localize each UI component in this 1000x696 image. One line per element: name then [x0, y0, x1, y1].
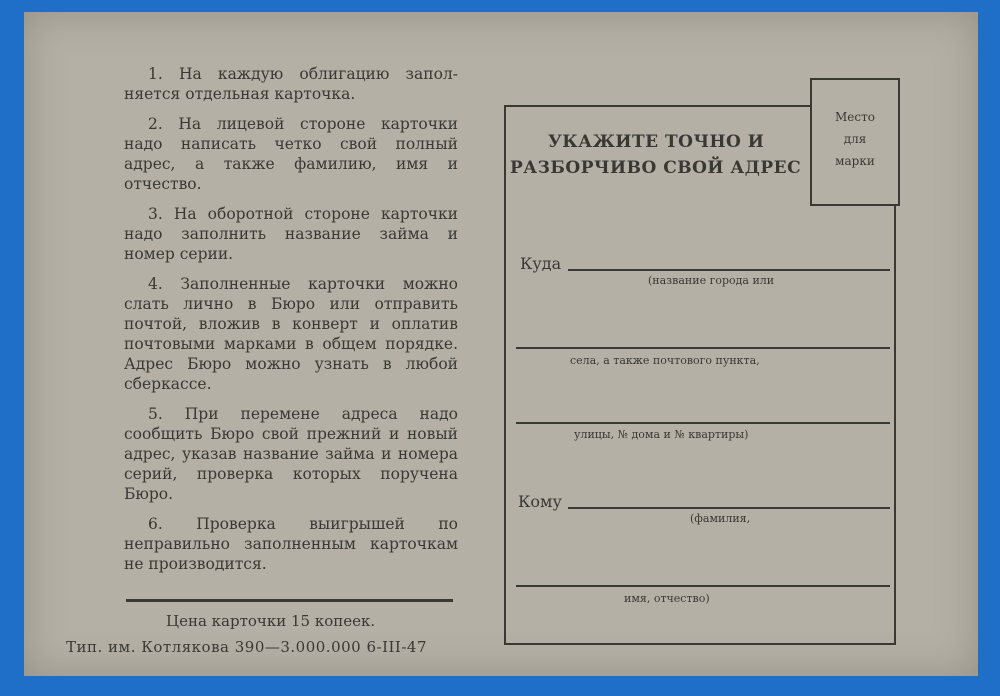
stamp-label-1: Место [835, 110, 875, 124]
postcard [24, 12, 978, 676]
instruction-item: 5. При перемене адреса надо сообщить Бюро свой прежний и новый адрес, указав название займа и номера серий, проверка которых поручена Бюро. [124, 405, 458, 503]
stamp-label-3: марки [835, 154, 875, 168]
address-line-4[interactable] [568, 507, 890, 509]
instructions-block [124, 64, 458, 584]
address-heading [510, 129, 810, 181]
address-hint-4: (фамилия, [690, 512, 751, 525]
instruction-item: 6. Проверка выигрышей по неправильно заполненным карточкам не производится. [124, 515, 458, 573]
printer-imprint: Тип. им. Котлякова 390—3.000.000 6-III-47 [66, 638, 428, 656]
address-hint-2: села, а также почтового пункта, [570, 354, 760, 367]
address-line-1[interactable] [568, 269, 890, 271]
heading-line-2: РАЗБОРЧИВО СВОЙ АДРЕС [510, 158, 802, 178]
address-line-2[interactable] [516, 347, 890, 349]
divider-rule [126, 599, 453, 602]
instruction-item: 4. Заполненные карточки можно слать лично в Бюро или отправить почтой, вложив в конверт и оплатив почтовыми марками в общем порядке. Адрес Бюро можно узнать в любой сберкассе. [124, 275, 458, 393]
address-hint-3: улицы, № дома и № квартиры) [574, 428, 749, 441]
address-line-3[interactable] [516, 422, 890, 424]
to-label: Куда [520, 254, 562, 273]
instruction-item: 1. На каждую облигацию запол-няется отдельная карточка. [124, 65, 458, 103]
instruction-item: 3. На оборотной стороне карточки надо заполнить название займа и номер серии. [124, 205, 458, 263]
instruction-item: 2. На лицевой стороне карточки надо написать четко свой полный адрес, а также фамилию, имя и отчество. [124, 115, 458, 193]
address-line-5[interactable] [516, 585, 890, 587]
price-text: Цена карточки 15 копеек. [166, 612, 376, 630]
address-hint-5: имя, отчество) [624, 592, 710, 605]
heading-line-1: УКАЖИТЕ ТОЧНО И [548, 132, 765, 152]
stamp-box [810, 78, 900, 206]
address-hint-1: (название города или [648, 274, 775, 287]
stamp-label-2: для [843, 132, 867, 146]
whom-label: Кому [518, 492, 562, 511]
